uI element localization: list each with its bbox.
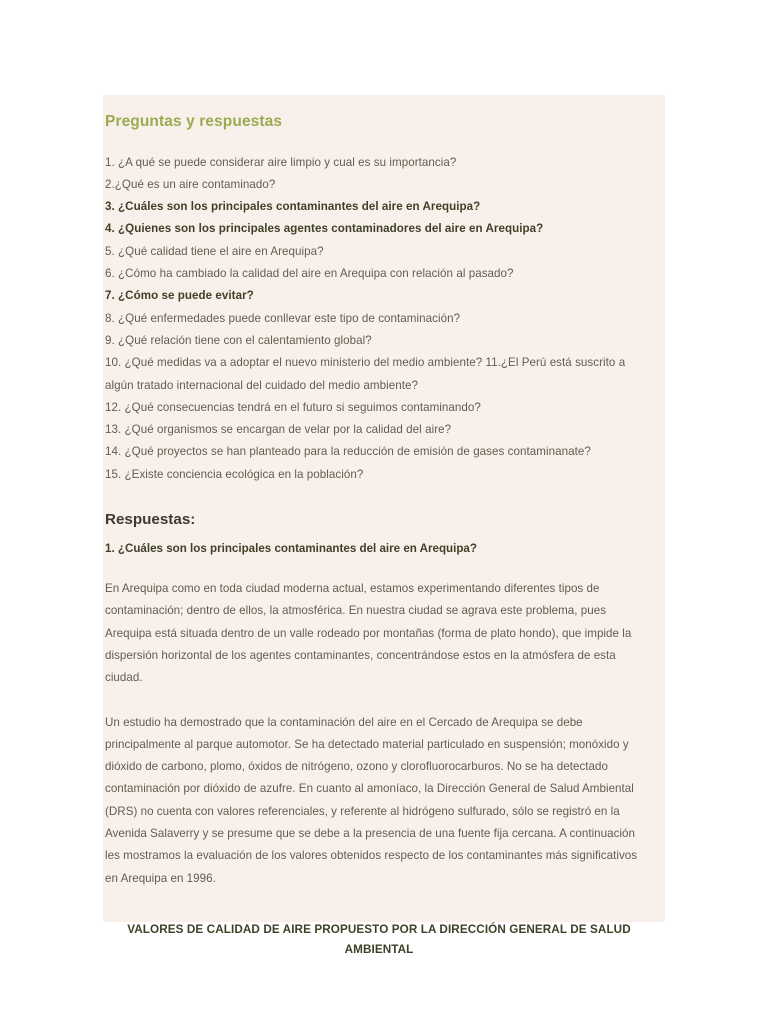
- question-item: 5. ¿Qué calidad tiene el aire en Arequipa?: [105, 244, 324, 258]
- question-list: [105, 152, 653, 486]
- answers-heading: Respuestas:: [105, 511, 196, 529]
- content-panel: [103, 95, 665, 957]
- table-section-title: VALORES DE CALIDAD DE AIRE PROPUESTO POR LA DIRECCIÓN GENERAL DE SALUD AMBIENTAL: [127, 922, 631, 957]
- question-item: 9. ¿Qué relación tiene con el calentamiento global?: [105, 333, 372, 347]
- answer-paragraph-1: En Arequipa como en toda ciudad moderna actual, estamos experimentando diferentes tipos de contaminación; dentro de ellos, la atmosférica. En nuestra ciudad se agrava este problema, pues Arequipa está situada dentro de un valle rodeado por montañas (forma de plato hondo), que impide la dispersión horizontal de los agentes contaminantes, concentrándose estos en la atmósfera de esta ciudad.: [105, 582, 632, 685]
- question-item: 15. ¿Existe conciencia ecológica en la población?: [105, 467, 364, 481]
- question-item: 1. ¿A qué se puede considerar aire limpio y cual es su importancia?: [105, 155, 457, 169]
- answer-question-1: 1. ¿Cuáles son los principales contaminantes del aire en Arequipa?: [105, 542, 477, 556]
- answer-paragraph-2: Un estudio ha demostrado que la contaminación del aire en el Cercado de Arequipa se debe principalmente al parque automotor. Se ha detectado material particulado en suspensión; monóxido y dióxido de carbono, plomo, óxidos de nitrógeno, ozono y clorofluorocarburos. No se ha detectado contaminación por dióxido de azufre. En cuanto al amoníaco, la Dirección General de Salud Ambiental (DRS) no cuenta con valores referenciales, y referente al hidrógeno sulfurado, sólo se registró en la Avenida Salaverry y se presume que se debe a la presencia de una fuente fija cercana. A continuación les mostramos la evaluación de los valores obtenidos respecto de los contaminantes más significativos en Arequipa en 1996.: [105, 715, 638, 885]
- question-item: 12. ¿Qué consecuencias tendrá en el futuro si seguimos contaminando?: [105, 400, 481, 414]
- content-inner: [103, 113, 665, 961]
- question-item: 4. ¿Quienes son los principales agentes contaminadores del aire en Arequipa?: [105, 222, 544, 236]
- question-item: 3. ¿Cuáles son los principales contaminantes del aire en Arequipa?: [105, 200, 481, 214]
- question-item: 6. ¿Cómo ha cambiado la calidad del aire en Arequipa con relación al pasado?: [105, 267, 514, 281]
- question-item: 13. ¿Qué organismos se encargan de velar por la calidad del aire?: [105, 423, 452, 437]
- question-item: 10. ¿Qué medidas va a adoptar el nuevo ministerio del medio ambiente? 11.¿El Perú está suscrito a algún tratado internacional del cuidado del medio ambiente?: [105, 356, 626, 392]
- question-item: 7. ¿Cómo se puede evitar?: [105, 289, 254, 303]
- question-item: 8. ¿Qué enfermedades puede conllevar este tipo de contaminación?: [105, 311, 461, 325]
- page-title: Preguntas y respuestas: [105, 113, 283, 130]
- question-item: 2.¿Qué es un aire contaminado?: [105, 177, 276, 191]
- question-item: 14. ¿Qué proyectos se han planteado para la reducción de emisión de gases contaminanate?: [105, 445, 591, 459]
